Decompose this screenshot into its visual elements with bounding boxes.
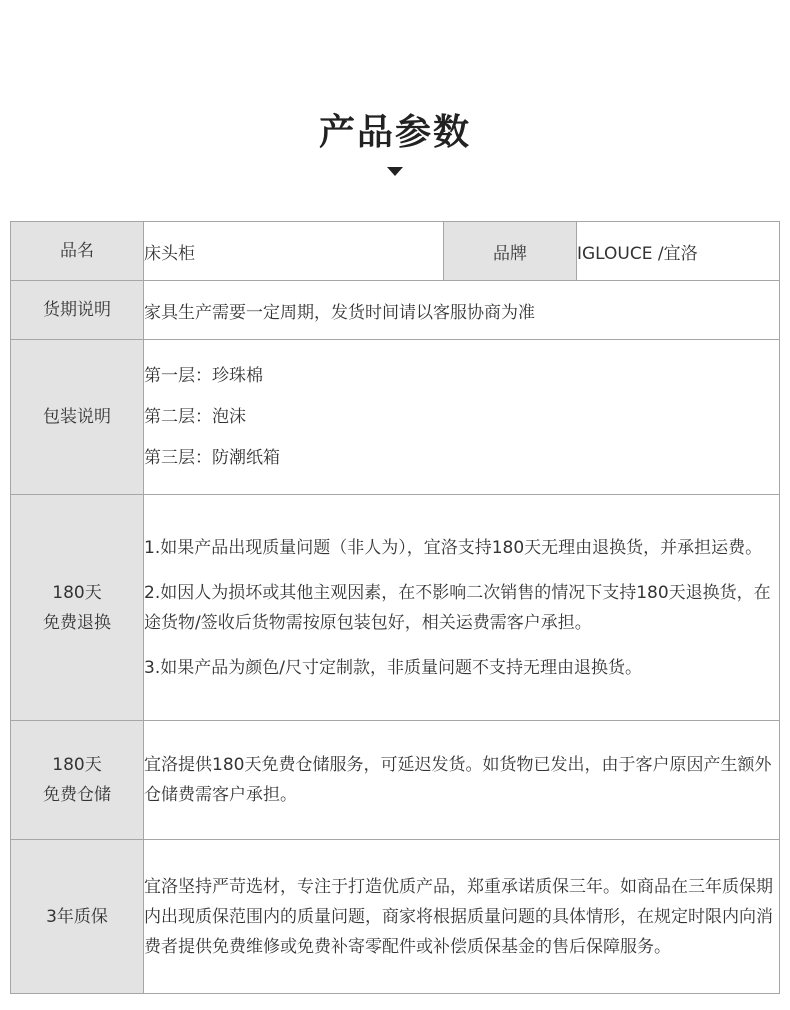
return-policy-item: 2.如因人为损坏或其他主观因素，在不影响二次销售的情况下支持180天退换货，在途货物/签收后货物需按原包装包好，相关运费需客户承担。 xyxy=(144,582,771,633)
storage-policy xyxy=(144,721,780,840)
packaging-value xyxy=(144,340,780,495)
warranty-policy-text: 宜洛坚持严苛选材，专注于打造优质产品，郑重承诺质保三年。如商品在三年质保期内出现质保范围内的质量问题，商家将根据质量问题的具体情形，在规定时限内向消费者提供免费维修或免费补寄零配件或补偿质保基金的售后保障服务。 xyxy=(144,876,773,957)
delivery-label: 货期说明 xyxy=(11,281,144,340)
warranty-policy xyxy=(144,840,780,994)
table-row xyxy=(11,840,780,994)
storage-label-line: 180天 xyxy=(52,755,102,775)
return-policy-item: 3.如果产品为颜色/尺寸定制款，非质量问题不支持无理由退换货。 xyxy=(144,657,642,678)
storage-policy-text: 宜洛提供180天免费仓储服务，可延迟发货。如货物已发出，由于客户原因产生额外仓储费需客户承担。 xyxy=(144,755,772,805)
packaging-line: 第一层：珍珠棉 xyxy=(144,365,263,386)
packaging-line: 第三层：防潮纸箱 xyxy=(144,447,280,468)
table-row xyxy=(11,721,780,840)
table-row xyxy=(11,340,780,495)
delivery-value: 家具生产需要一定周期，发货时间请以客服协商为准 xyxy=(144,281,780,340)
product-name-value: 床头柜 xyxy=(144,222,444,281)
table-row xyxy=(11,495,780,721)
return-policy-item: 1.如果产品出现质量问题（非人为），宜洛支持180天无理由退换货，并承担运费。 xyxy=(144,537,763,558)
table-row xyxy=(11,222,780,281)
storage-label-line: 免费仓储 xyxy=(43,785,111,805)
packaging-line: 第二层：泡沫 xyxy=(144,406,246,427)
brand-value: IGLOUCE /宜洛 xyxy=(577,222,780,281)
product-params-table xyxy=(10,221,780,994)
return-label xyxy=(11,495,144,721)
return-policy xyxy=(144,495,780,721)
table-row xyxy=(11,281,780,340)
storage-label xyxy=(11,721,144,840)
brand-label: 品牌 xyxy=(444,222,577,281)
page-title: 产品参数 xyxy=(318,112,471,153)
return-label-line: 180天 xyxy=(52,582,102,603)
warranty-label: 3年质保 xyxy=(11,840,144,994)
return-label-line: 免费退换 xyxy=(43,612,111,633)
product-name-label: 品名 xyxy=(11,222,144,281)
chevron-down-icon xyxy=(387,167,403,176)
packaging-label: 包装说明 xyxy=(11,340,144,495)
